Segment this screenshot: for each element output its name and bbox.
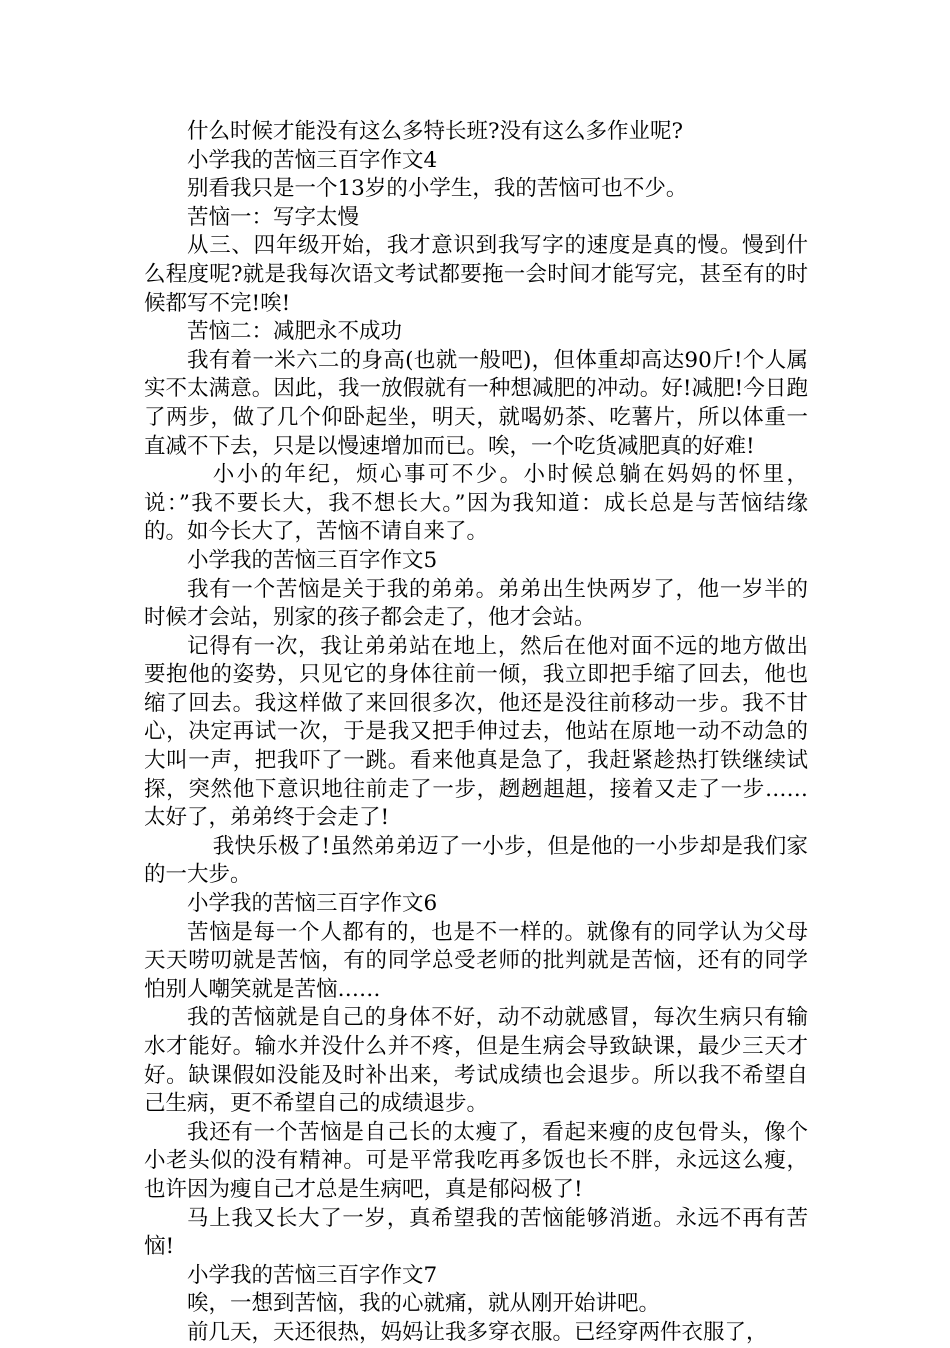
paragraph: 我的苦恼就是自己的身体不好，动不动就感冒，每次生病只有输水才能好。输水并没什么并不疼，但是生病会导致缺课，最少三天才好。缺课假如没能及时补出来，考试成绩也会退步。所以我不希望自己生病，更不希望自己的成绩退步。 — [144, 1005, 808, 1117]
paragraph: 前几天，天还很热，妈妈让我多穿衣服。已经穿两件衣服了， — [187, 1319, 768, 1345]
paragraph: 我有着一米六二的身高(也就一般吧)，但体重却高达90斤!个人属实不太满意。因此，我一放假就有一种想减肥的冲动。好!减肥!今日跑了两步，做了几个仰卧起坐，明天，就喝奶茶、吃薯片，所以体重一直减不下去，只是以慢速增加而已。唉，一个吃货减肥真的好难! — [144, 347, 808, 459]
section-subheading: 苦恼二：减肥永不成功 — [187, 319, 403, 345]
essay-heading: 小学我的苦恼三百字作文5 — [187, 547, 438, 573]
paragraph: 唉，一想到苦恼，我的心就痛，就从刚开始讲吧。 — [187, 1291, 661, 1317]
paragraph: 我还有一个苦恼是自己长的太瘦了，看起来瘦的皮包骨头，像个小老头似的没有精神。可是平常我吃再多饭也长不胖，永远这么瘦，也许因为瘦自己才总是生病吧，真是郁闷极了! — [144, 1119, 808, 1202]
section-subheading: 苦恼一：写字太慢 — [187, 204, 360, 230]
essay-heading: 小学我的苦恼三百字作文6 — [187, 891, 438, 917]
paragraph: 什么时候才能没有这么多特长班?没有这么多作业呢? — [187, 119, 684, 144]
paragraph: 苦恼是每一个人都有的，也是不一样的。就像有的同学认为父母天天唠叨就是苦恼，有的同学总受老师的批判就是苦恼，还有的同学怕别人嘲笑就是苦恼…… — [144, 919, 808, 1002]
essay-heading: 小学我的苦恼三百字作文4 — [187, 147, 438, 173]
paragraph: 我有一个苦恼是关于我的弟弟。弟弟出生快两岁了，他一岁半的时候才会站，别家的孩子都会走了，他才会站。 — [144, 576, 808, 631]
paragraph: 马上我又长大了一岁，真希望我的苦恼能够消逝。永远不再有苦恼! — [144, 1205, 808, 1260]
paragraph: 记得有一次，我让弟弟站在地上，然后在他对面不远的地方做出要抱他的姿势，只见它的身体往前一倾，我立即把手缩了回去，他也缩了回去。我这样做了来回很多次，他还是没往前移动一步。我不甘心，决定再试一次，于是我又把手伸过去，他站在原地一动不动急的大叫一声，把我吓了一跳。看来他真是急了，我赶紧趁热打铁继续试探，突然他下意识地往前走了一步，趔趔趄趄，接着又走了一步……太好了，弟弟终于会走了! — [144, 633, 808, 831]
paragraph: 小小的年纪，烦心事可不少。小时候总躺在妈妈的怀里，说：”我不要长大，我不想长大。”因为我知道：成长总是与苦恼结缘的。如今长大了，苦恼不请自来了。 — [144, 462, 808, 545]
paragraph: 从三、四年级开始，我才意识到我写字的速度是真的慢。慢到什么程度呢?就是我每次语文考试都要拖一会时间才能写完，甚至有的时候都写不完!唉! — [144, 233, 808, 316]
essay-heading: 小学我的苦恼三百字作文7 — [187, 1262, 438, 1288]
paragraph: 我快乐极了!虽然弟弟迈了一小步，但是他的一小步却是我们家的一大步。 — [144, 833, 808, 888]
paragraph: 别看我只是一个13岁的小学生，我的苦恼可也不少。 — [187, 176, 688, 202]
